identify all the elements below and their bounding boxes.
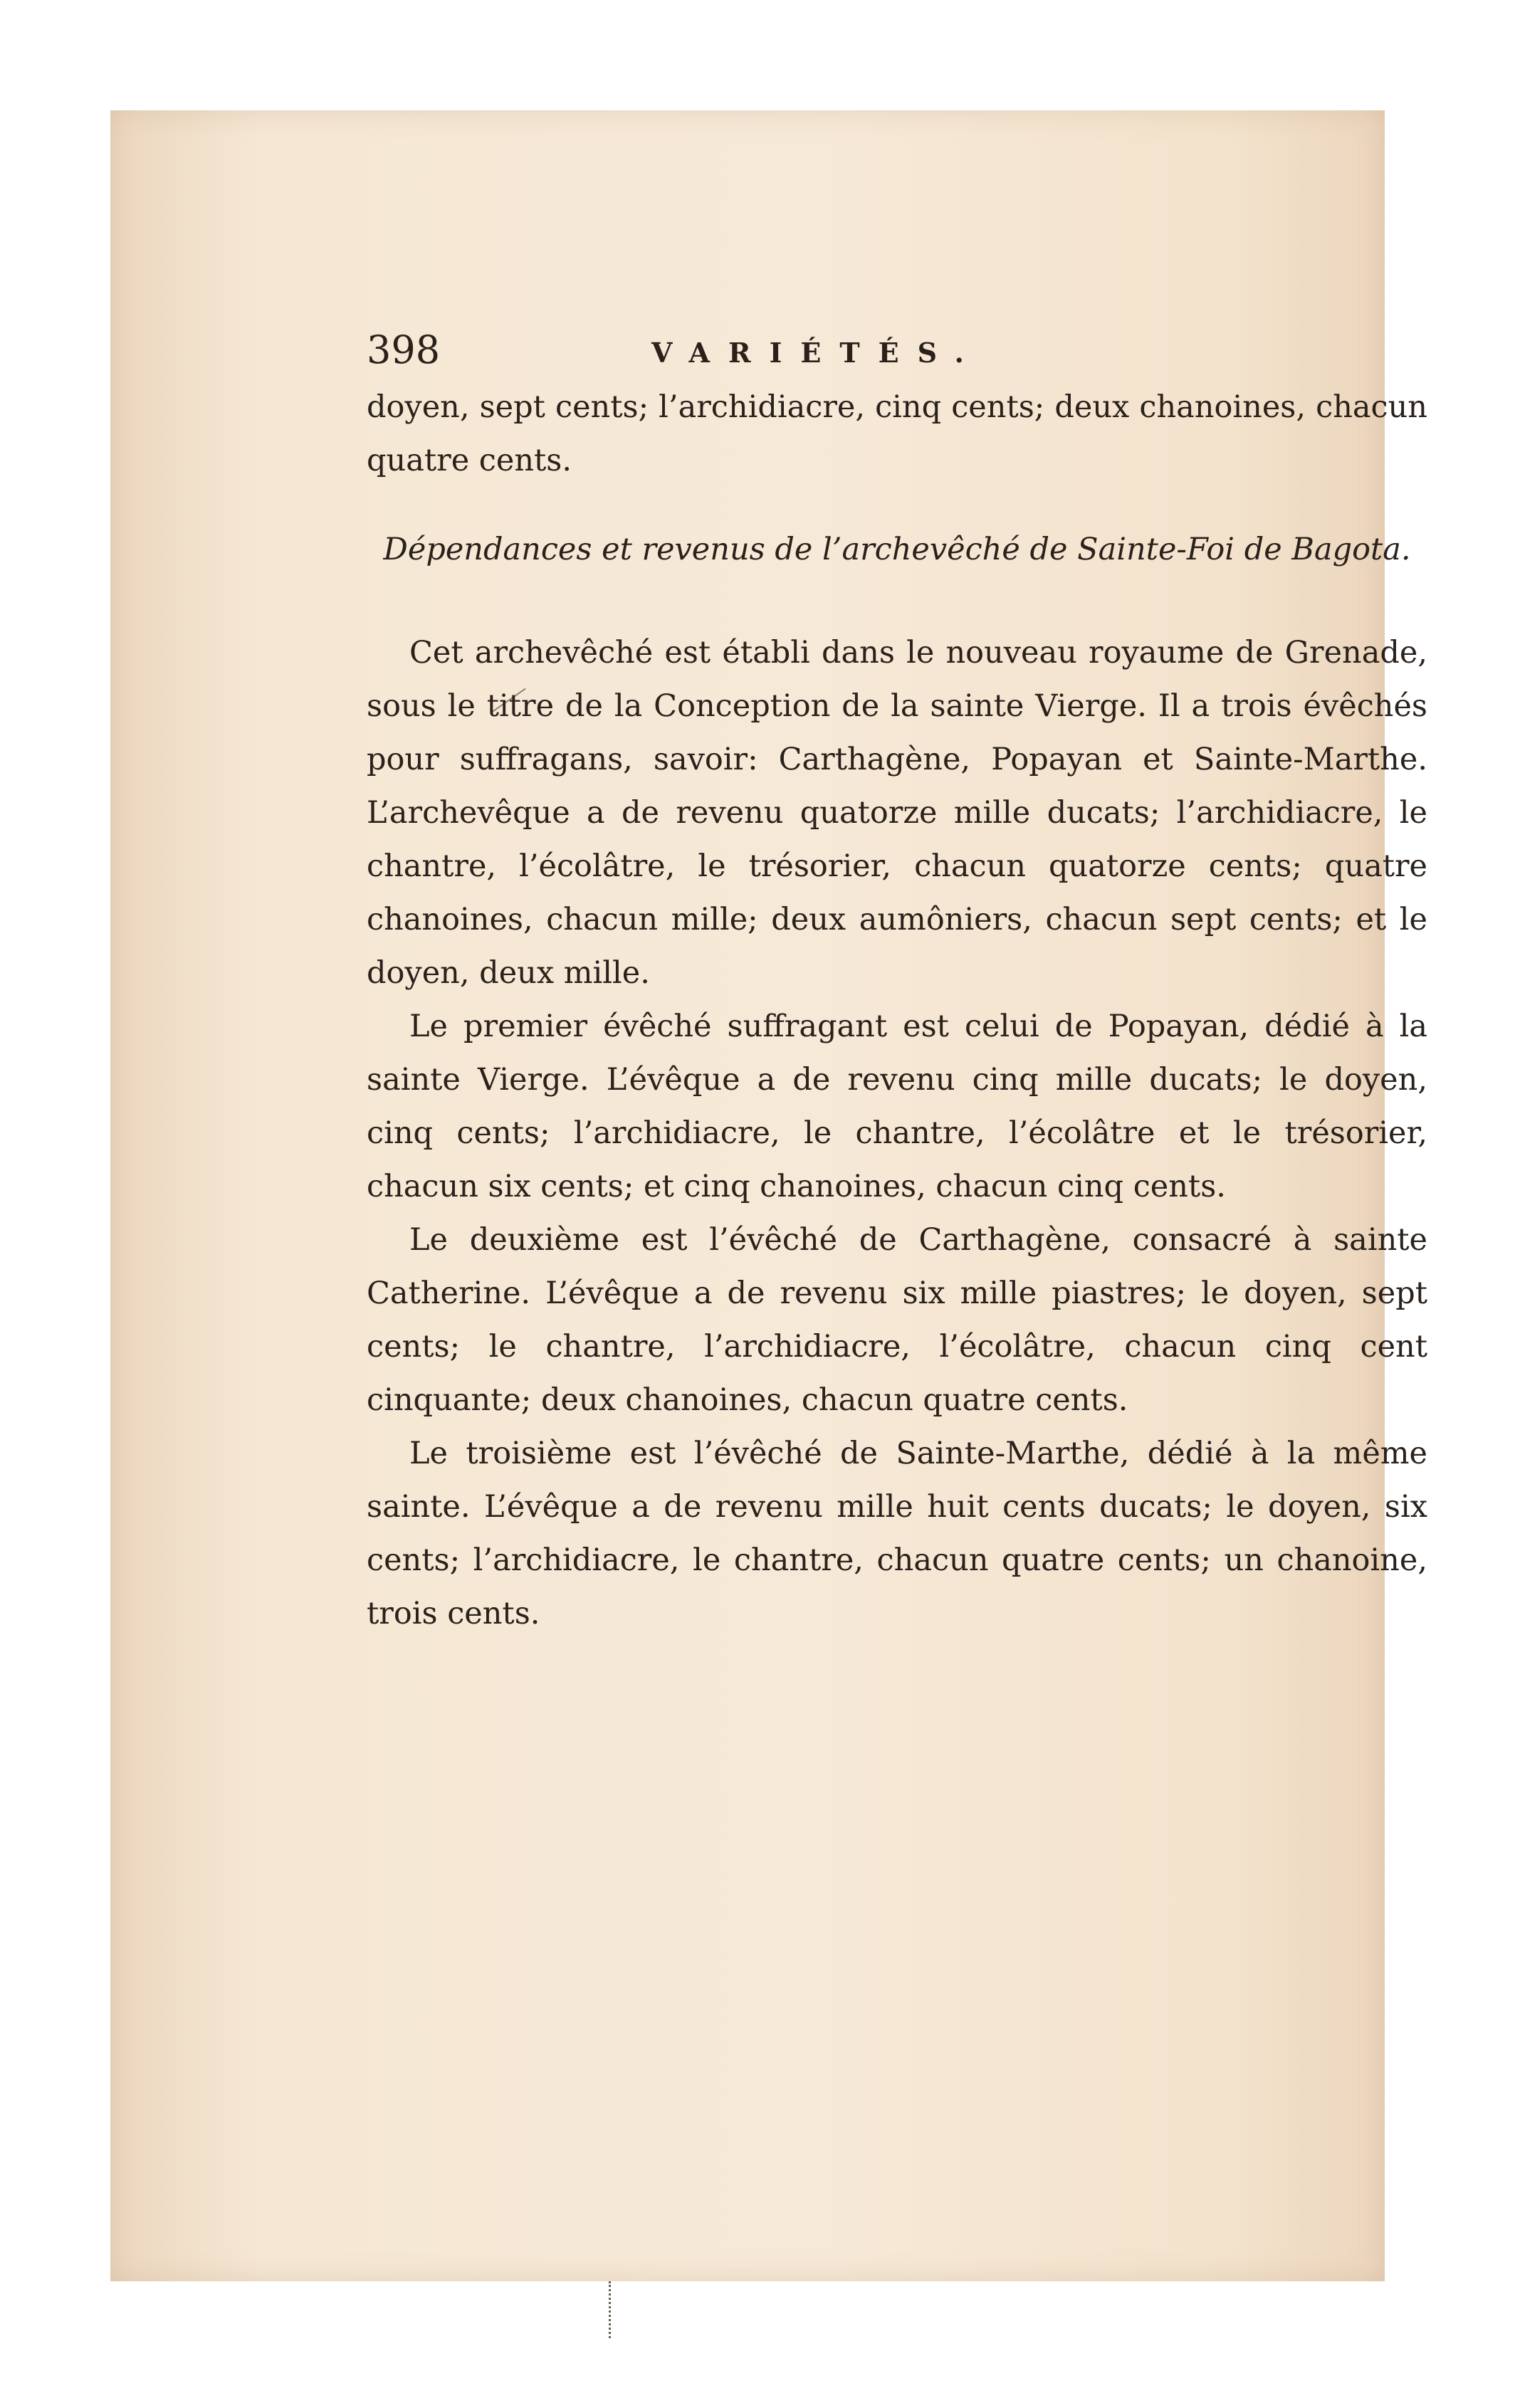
- section-heading: VARIÉTÉS.: [651, 337, 982, 369]
- paragraph-carthagene: Le deuxième est l’évêché de Carthagène, consacré à sainte Catherine. L’évêque a de revenu six mille piastres; le doyen, sept cents; le chantre, l’archidiacre, l’écolâtre, chacun cinq cent cinquante; deux chanoines, chacun quatre cents.: [367, 1222, 1427, 1418]
- chapter-title: Dépendances et revenus de l’archevêché de Sainte-Foi de Bagota.: [383, 532, 1411, 567]
- continued-paragraph: doyen, sept cents; l’archidiacre, cinq cents; deux chanoines, chacun quatre cents.: [367, 389, 1427, 478]
- running-head: [367, 317, 1427, 381]
- paragraph-archeveche: Cet archevêché est établi dans le nouveau royaume de Grenade, sous le titre de la Conception de la sainte Vierge. Il a trois évêchés pour suffragans, savoir: Carthagène, Popayan et Sainte-Marthe. L’archevêque a de revenu quatorze mille ducats; l’archidiacre, le chantre, l’écolâtre, le trésorier, chacun quatorze cents; quatre chanoines, chacun mille; deux aumôniers, chacun sept cents; et le doyen, deux mille.: [367, 635, 1427, 991]
- book-page: [110, 110, 1427, 2281]
- page-number: 398: [367, 327, 441, 372]
- body-text: [367, 381, 1427, 1641]
- text-block: [367, 317, 1427, 1641]
- margin-dots: [609, 2281, 615, 2338]
- paragraph-popayan: Le premier évêché suffragant est celui de Popayan, dédié à la sainte Vierge. L’évêque a de revenu cinq mille ducats; le doyen, cinq cents; l’archidiacre, le chantre, l’écolâtre et le trésorier, chacun six cents; et cinq chanoines, chacun cinq cents.: [367, 1009, 1427, 1204]
- paragraph-sainte-marthe: Le troisième est l’évêché de Sainte-Marthe, dédié à la même sainte. L’évêque a de revenu mille huit cents ducats; le doyen, six cents; l’archidiacre, le chantre, chacun quatre cents; un chanoine, trois cents.: [367, 1436, 1427, 1631]
